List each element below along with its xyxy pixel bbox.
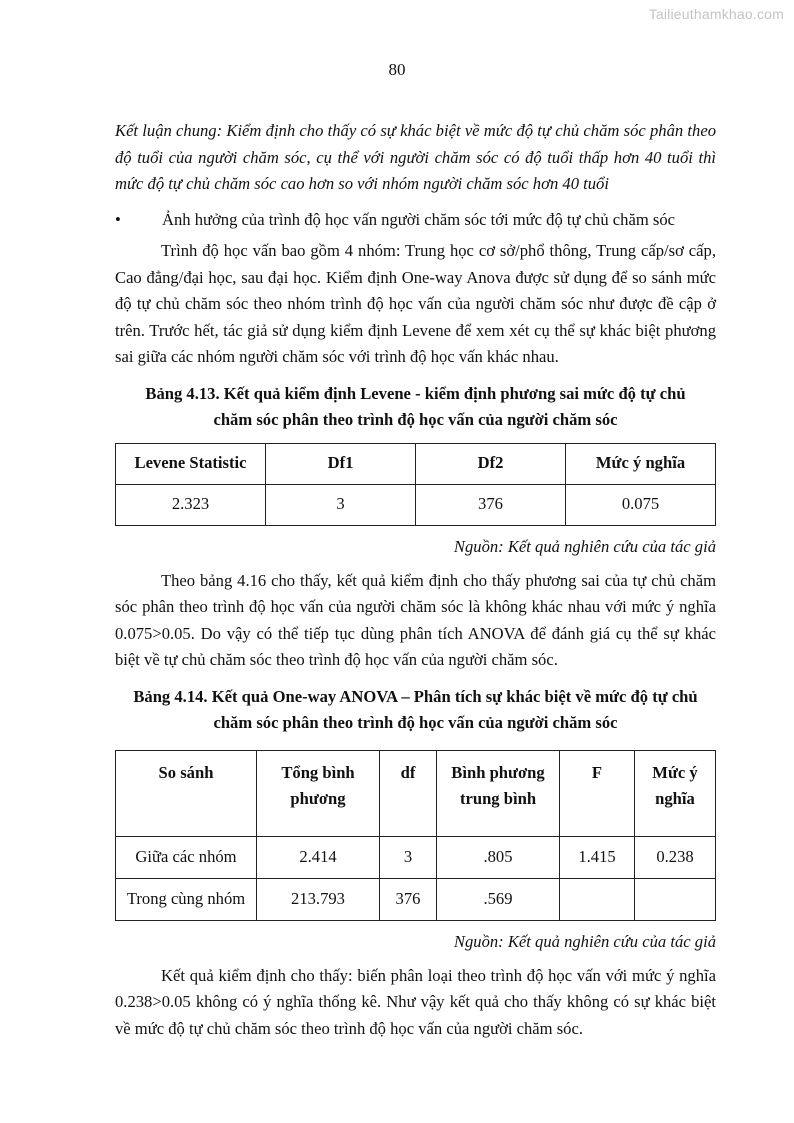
table-header-cell: F [560,750,635,836]
levene-table [115,443,716,526]
bullet-icon: • [115,209,121,229]
table-cell: 3 [266,484,416,525]
table-row [116,878,716,920]
table-cell: 3 [380,836,437,878]
page-number: 80 [388,60,406,79]
table2-source: Nguồn: Kết quả nghiên cứu của tác giả [453,931,716,951]
table-header-cell: df [380,750,437,836]
table-cell [635,878,716,920]
table2-caption-line1: Bảng 4.14. Kết quả One-way ANOVA – Phân tích sự khác biệt về mức độ tự chủ [133,686,698,706]
table-header-cell: Df2 [416,443,566,484]
table-header-cell: Mức ý nghĩa [635,750,716,836]
table-header-cell: Mức ý nghĩa [566,443,716,484]
table-cell [560,878,635,920]
watermark: Tailieuthamkhao.com [648,6,784,22]
page-content [115,118,716,1042]
paragraph-education-groups: Trình độ học vấn bao gồm 4 nhóm: Trung học cơ sở/phổ thông, Trung cấp/sơ cấp, Cao đẳng/đại học, sau đại học. Kiểm định One-way Anova được sử dụng để so sánh mức độ tự chủ chăm sóc theo nhóm trình độ học vấn của người chăm sóc như được đề cập ở trên. Trước hết, tác giả sử dụng kiểm định Levene để xem xét cụ thể sự khác biệt phương sai giữa các nhóm người chăm sóc với trình độ học vấn khác nhau. [115,241,716,366]
table-header-cell: Bình phương trung bình [437,750,560,836]
table-header-cell: So sánh [116,750,257,836]
table2-caption [115,684,716,736]
table-cell: 376 [416,484,566,525]
table-cell: 2.323 [116,484,266,525]
table1-source: Nguồn: Kết quả nghiên cứu của tác giả [453,536,716,556]
table-cell: .805 [437,836,560,878]
table2-caption-line2: chăm sóc phân theo trình độ học vấn của người chăm sóc [213,712,618,732]
table-cell: 0.238 [635,836,716,878]
table-header-row [116,750,716,836]
bullet-heading: Ảnh hưởng của trình độ học vấn người chăm sóc tới mức độ tự chủ chăm sóc [162,209,675,229]
table-row [116,836,716,878]
anova-table [115,750,716,921]
table-header-cell: Df1 [266,443,416,484]
bullet-item [115,207,716,234]
table-cell: 376 [380,878,437,920]
paragraph-anova-result: Kết quả kiểm định cho thấy: biến phân loại theo trình độ học vấn với mức ý nghĩa 0.238>0.05 không có ý nghĩa thống kê. Như vậy kết quả cho thấy không có sự khác biệt về mức độ tự chủ chăm sóc theo trình độ học vấn của người chăm sóc. [115,965,716,1038]
table-cell: 2.414 [257,836,380,878]
table-cell: .569 [437,878,560,920]
paragraph-levene-result: Theo bảng 4.16 cho thấy, kết quả kiểm định cho thấy phương sai của tự chủ chăm sóc phân theo trình độ học vấn của người chăm sóc là không khác nhau với mức ý nghĩa 0.075>0.05. Do vậy có thể tiếp tục dùng phân tích ANOVA để đánh giá cụ thể sự khác biệt về tự chủ chăm sóc theo trình độ học vấn của người chăm sóc. [115,570,716,669]
conclusion-paragraph: Kết luận chung: Kiểm định cho thấy có sự khác biệt về mức độ tự chủ chăm sóc phân theo độ tuổi của người chăm sóc, cụ thể với người chăm sóc có độ tuổi thấp hơn 40 tuổi thì mức độ tự chủ chăm sóc cao hơn so với nhóm người chăm sóc hơn 40 tuổi [115,121,716,193]
table-cell: Giữa các nhóm [116,836,257,878]
table-cell: 213.793 [257,878,380,920]
table1-caption-line2: chăm sóc phân theo trình độ học vấn của người chăm sóc [213,409,618,429]
table-cell: 1.415 [560,836,635,878]
table1-caption-line1: Bảng 4.13. Kết quả kiểm định Levene - kiểm định phương sai mức độ tự chủ [145,383,686,403]
table1-caption [115,381,716,433]
table-cell: 0.075 [566,484,716,525]
table-cell: Trong cùng nhóm [116,878,257,920]
table-header-cell: Levene Statistic [116,443,266,484]
table-row [116,484,716,525]
table-header-row [116,443,716,484]
table-header-cell: Tổng bình phương [257,750,380,836]
